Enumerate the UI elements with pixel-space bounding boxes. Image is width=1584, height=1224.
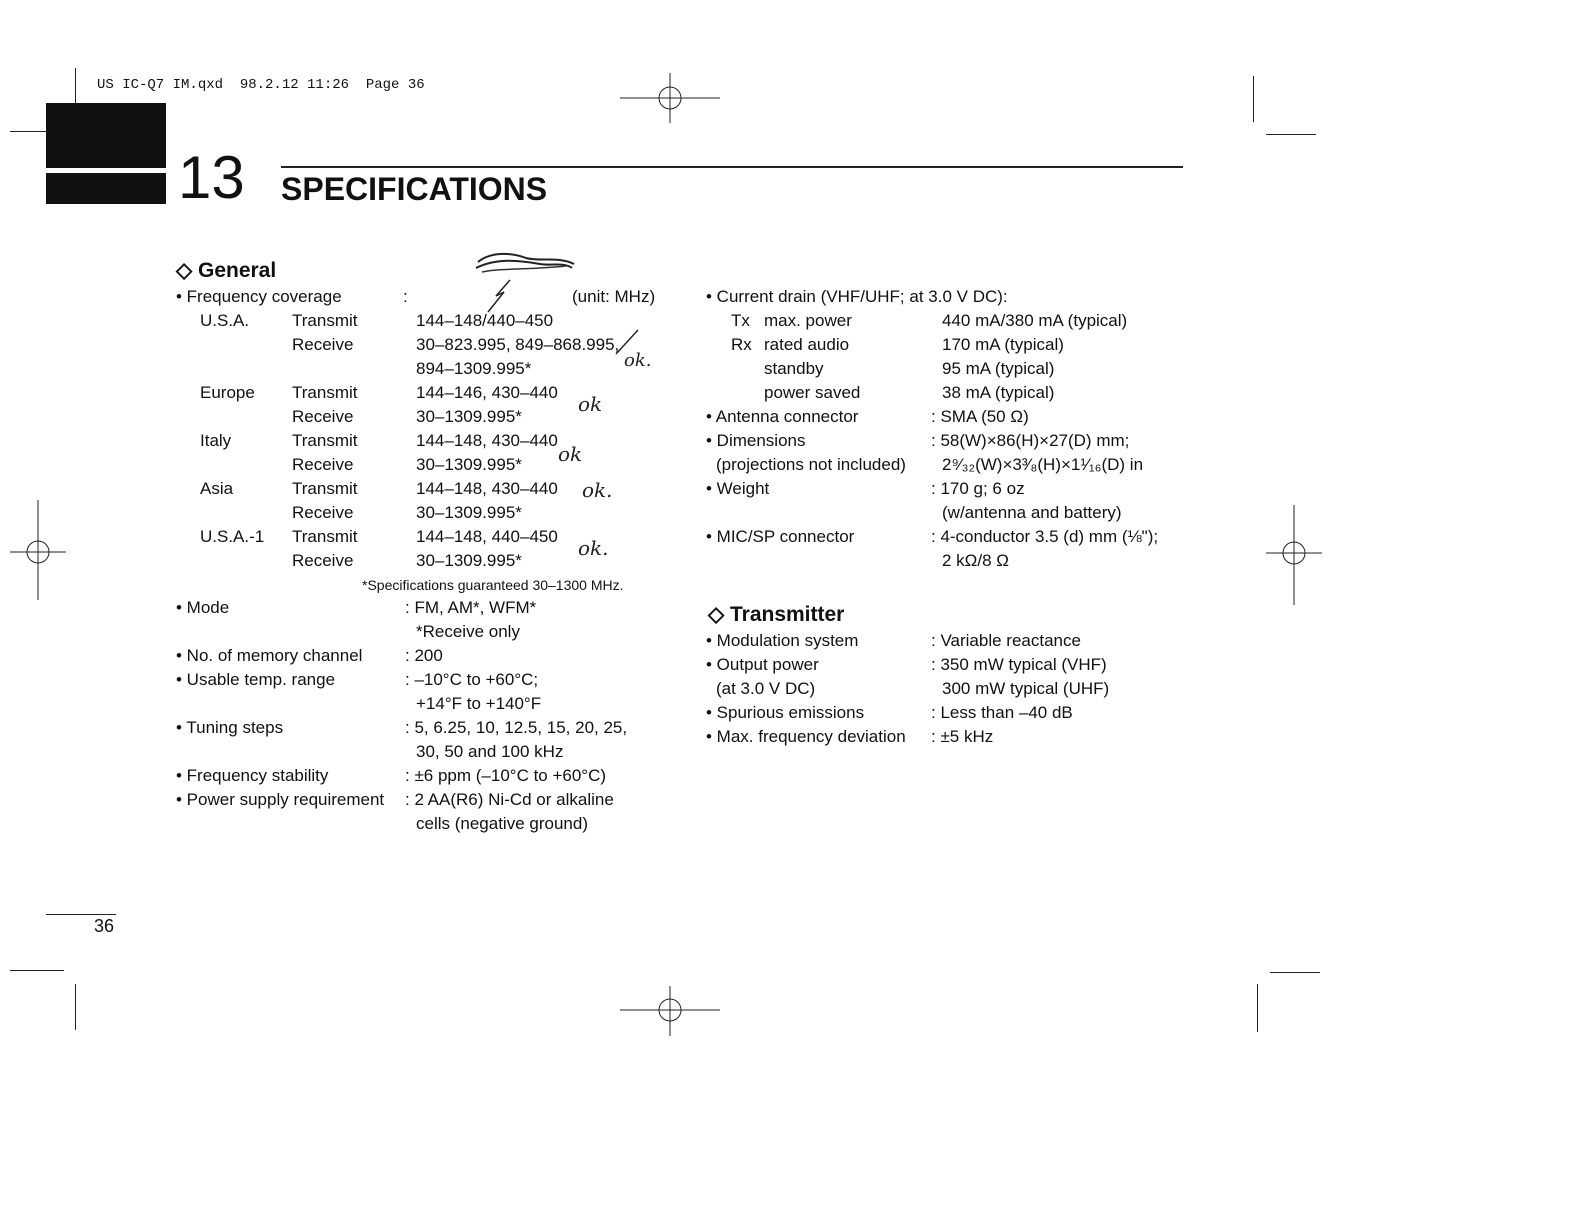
unit-note: (unit: MHz)	[572, 287, 656, 306]
region-row-value: 30–1309.995*	[416, 407, 522, 426]
spec-value: : ±6 ppm (–10°C to +60°C)	[405, 766, 607, 785]
spec-label-current-drain: • Current drain (VHF/UHF; at 3.0 V DC):	[706, 287, 1008, 306]
spec-value: (w/antenna and battery)	[942, 503, 1122, 522]
spec-value: 2⁹⁄₃₂(W)×3³⁄₈(H)×1¹⁄₁₆(D) in	[942, 455, 1144, 474]
spec-label-power-supply: • Power supply requirement	[176, 790, 385, 809]
spec-value: : 2 AA(R6) Ni-Cd or alkaline	[405, 790, 614, 809]
spec-sublabel: (projections not included)	[716, 455, 906, 474]
region-name: U.S.A.	[200, 311, 250, 330]
spec-value: cells (negative ground)	[416, 814, 588, 833]
spec-value: : 200	[405, 646, 443, 665]
region-row-value: 30–1309.995*	[416, 503, 522, 522]
spec-value: : FM, AM*, WFM*	[405, 598, 537, 617]
handwritten-ok: ok	[578, 392, 603, 416]
spec-value: : ±5 kHz	[931, 727, 994, 746]
spec-value: : Less than –40 dB	[931, 703, 1073, 722]
handwritten-ok: ok.	[582, 478, 613, 502]
spec-value: 2 kΩ/8 Ω	[942, 551, 1009, 570]
region-row-kind: Receive	[292, 503, 354, 522]
footnote: *Specifications guaranteed 30–1300 MHz.	[362, 577, 624, 593]
handwritten-ok: ok.	[578, 536, 609, 560]
registration-mark-top	[620, 73, 720, 123]
current-value: 440 mA/380 mA (typical)	[942, 311, 1128, 330]
scribble-mark	[470, 246, 580, 316]
region-name: Europe	[200, 383, 255, 402]
region-row-value: 894–1309.995*	[416, 359, 532, 378]
crop-mark	[1266, 134, 1316, 135]
spec-value: : 170 g; 6 oz	[931, 479, 1025, 498]
spec-label-deviation: • Max. frequency deviation	[706, 727, 906, 746]
current-condition: rated audio	[764, 335, 850, 354]
spec-value: 300 mW typical (UHF)	[942, 679, 1110, 698]
region-row-value: 144–148, 440–450	[416, 527, 558, 546]
spec-value: : –10°C to +60°C;	[405, 670, 539, 689]
region-row-value: 30–1309.995*	[416, 455, 522, 474]
region-row-value: 144–148, 430–440	[416, 431, 558, 450]
region-row-kind: Receive	[292, 455, 354, 474]
region-row-kind: Transmit	[292, 311, 358, 330]
current-condition: standby	[764, 359, 824, 378]
region-name: U.S.A.-1	[200, 527, 265, 546]
spec-label-frequency-coverage: • Frequency coverage	[176, 287, 342, 306]
registration-mark-right	[1266, 505, 1322, 605]
current-value: 95 mA (typical)	[942, 359, 1055, 378]
section-heading-transmitter: ◇ Transmitter	[708, 603, 845, 626]
spec-value: : 5, 6.25, 10, 12.5, 15, 20, 25,	[405, 718, 628, 737]
current-mode: Rx	[731, 335, 752, 354]
chapter-tab-block	[46, 103, 166, 168]
spec-label-weight: • Weight	[706, 479, 770, 498]
chapter-title: SPECIFICATIONS	[281, 171, 548, 207]
crop-mark	[75, 68, 76, 108]
file-slug: US IC-Q7 IM.qxd 98.2.12 11:26 Page 36	[97, 77, 425, 93]
current-condition: max. power	[764, 311, 852, 330]
current-condition: power saved	[764, 383, 861, 402]
chapter-tab-bar	[46, 173, 166, 204]
page-number-rule	[46, 914, 116, 915]
region-row-kind: Transmit	[292, 383, 358, 402]
region-row-kind: Transmit	[292, 479, 358, 498]
spec-label-mic-sp: • MIC/SP connector	[706, 527, 855, 546]
registration-mark-bottom	[620, 986, 720, 1036]
region-row-value: 144–148, 430–440	[416, 479, 558, 498]
spec-value: : SMA (50 Ω)	[931, 407, 1029, 426]
spec-label-tuning-steps: • Tuning steps	[176, 718, 284, 737]
current-mode: Tx	[731, 311, 750, 330]
region-row-kind: Receive	[292, 335, 354, 354]
crop-mark	[1253, 76, 1254, 122]
spec-label-spurious: • Spurious emissions	[706, 703, 865, 722]
spec-label-frequency-stability: • Frequency stability	[176, 766, 329, 785]
spec-value: 30, 50 and 100 kHz	[416, 742, 564, 761]
spec-label-mode: • Mode	[176, 598, 230, 617]
registration-mark-left	[10, 500, 66, 600]
current-value: 38 mA (typical)	[942, 383, 1055, 402]
region-row-value: 144–148/440–450	[416, 311, 554, 330]
region-row-value: 144–146, 430–440	[416, 383, 558, 402]
crop-mark	[1270, 972, 1320, 973]
region-name: Italy	[200, 431, 232, 450]
region-row-kind: Receive	[292, 407, 354, 426]
handwritten-ok: ok.	[624, 350, 652, 371]
region-row-kind: Transmit	[292, 527, 358, 546]
spec-value: : 58(W)×86(H)×27(D) mm;	[931, 431, 1130, 450]
spec-value: : Variable reactance	[931, 631, 1081, 650]
spec-label-memory-channel: • No. of memory channel	[176, 646, 363, 665]
spec-sublabel: (at 3.0 V DC)	[716, 679, 816, 698]
current-value: 170 mA (typical)	[942, 335, 1064, 354]
region-row-kind: Transmit	[292, 431, 358, 450]
crop-mark	[1257, 984, 1258, 1032]
spec-label-temp-range: • Usable temp. range	[176, 670, 336, 689]
spec-label-antenna: • Antenna connector	[706, 407, 859, 426]
region-row-value: 30–1309.995*	[416, 551, 522, 570]
spec-value: : 4-conductor 3.5 (d) mm (⅛");	[931, 527, 1159, 546]
spec-colon: :	[403, 287, 408, 306]
spec-value: +14°F to +140°F	[416, 694, 542, 713]
crop-mark	[75, 984, 76, 1030]
region-row-value: 30–823.995, 849–868.995,	[416, 335, 620, 354]
chapter-rule	[281, 166, 1183, 168]
spec-label-output-power: • Output power	[706, 655, 819, 674]
chapter-number: 13	[178, 144, 245, 211]
region-row-kind: Receive	[292, 551, 354, 570]
crop-mark	[10, 970, 64, 971]
spec-label-dimensions: • Dimensions	[706, 431, 806, 450]
region-name: Asia	[200, 479, 234, 498]
spec-value: *Receive only	[416, 622, 520, 641]
handwritten-ok: ok	[558, 442, 583, 466]
section-heading-general: ◇ General	[176, 259, 277, 282]
spec-label-modulation: • Modulation system	[706, 631, 859, 650]
crop-mark	[10, 131, 46, 132]
spec-value: : 350 mW typical (VHF)	[931, 655, 1107, 674]
page-number: 36	[94, 916, 115, 936]
